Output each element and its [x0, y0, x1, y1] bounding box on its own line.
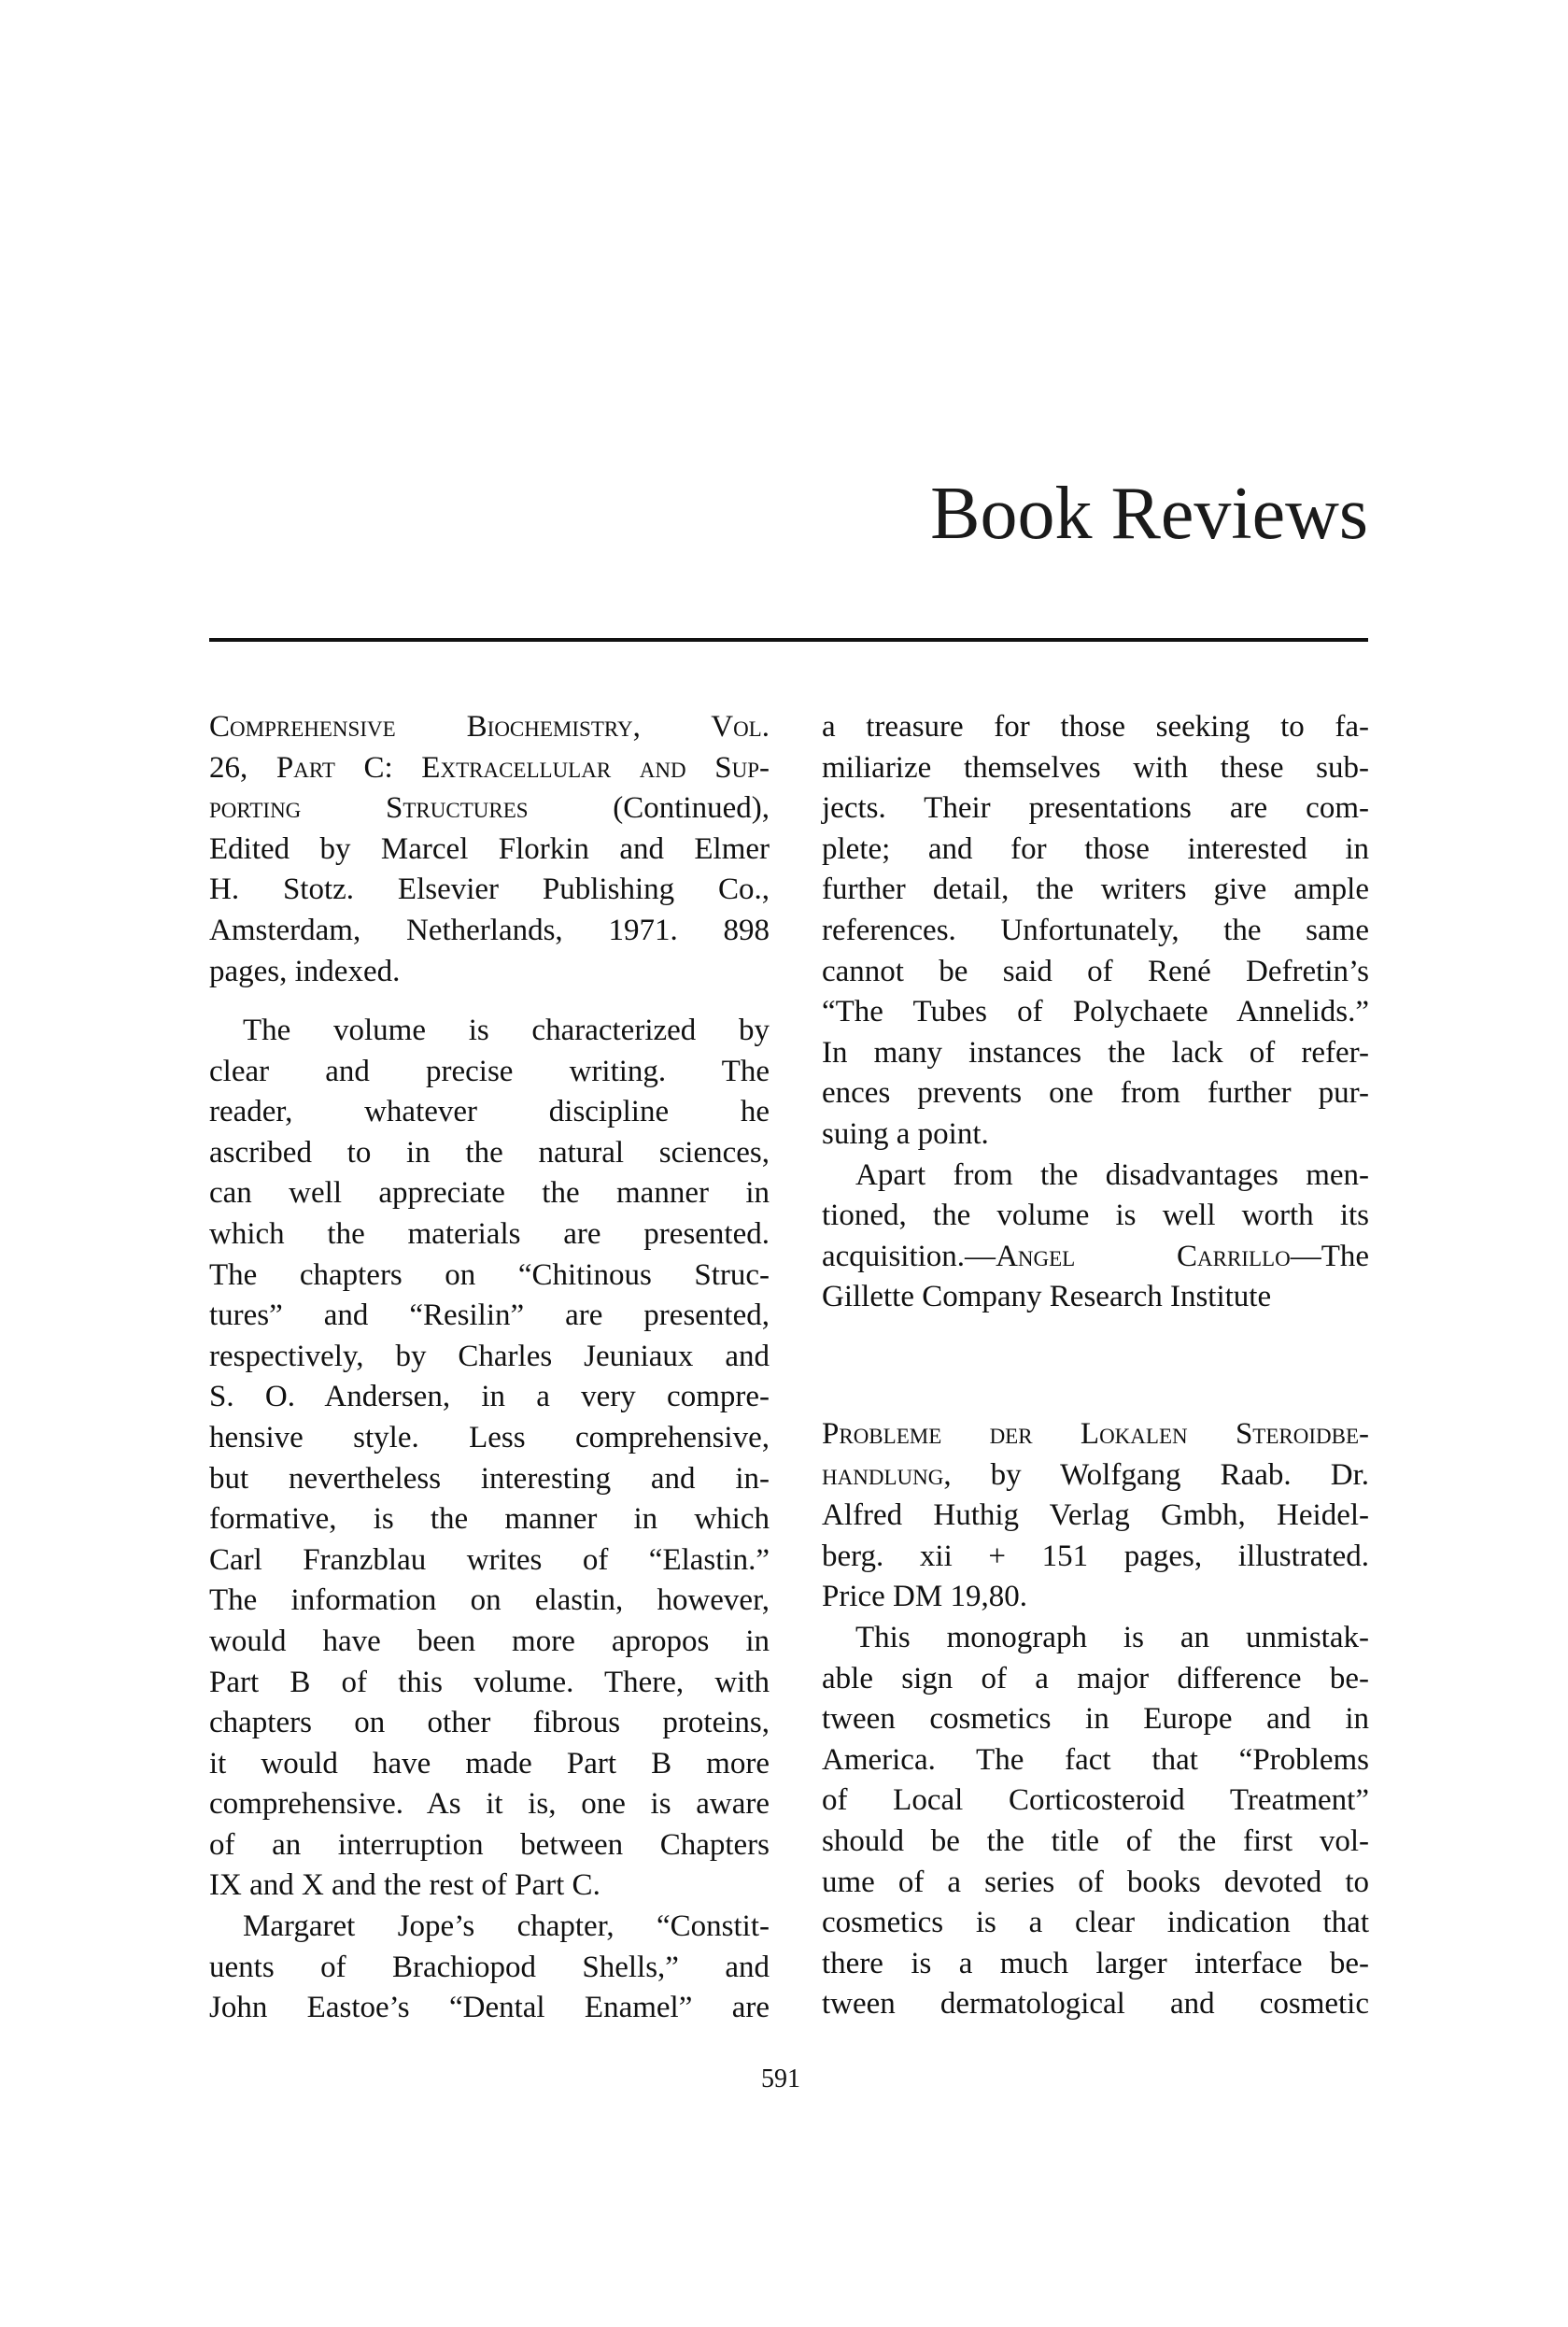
text-line	[822, 992, 1369, 1033]
text-segment: The information on elastin, however,	[209, 1583, 770, 1618]
text-segment: Edited by Marcel Florkin and Elmer	[209, 831, 770, 866]
text-line	[822, 1822, 1369, 1863]
text-segment: reader, whatever discipline he	[209, 1095, 770, 1129]
page-title: Book Reviews	[930, 473, 1368, 555]
text-segment: IX and X and the rest of Part C.	[209, 1868, 600, 1903]
text-segment: references. Unfortunately, the same	[822, 913, 1369, 947]
text-segment: suing a point.	[822, 1116, 989, 1151]
text-segment: “The Tubes of Polychaete Annelids.”	[822, 995, 1369, 1029]
text-segment: ascribed to in the natural sciences,	[209, 1135, 770, 1170]
page-number: 591	[761, 2065, 800, 2093]
paragraph	[822, 707, 1369, 1156]
paragraph	[822, 1156, 1369, 1318]
review1-body-right	[822, 707, 1369, 1318]
text-line	[822, 1863, 1369, 1904]
text-segment: tween cosmetics in Europe and in	[822, 1702, 1369, 1737]
text-line	[822, 1903, 1369, 1944]
text-line	[209, 1784, 770, 1825]
text-line	[209, 1133, 770, 1174]
text-segment: formative, is the manner in which	[209, 1502, 770, 1537]
text-segment: respectively, by Charles Jeuniaux and	[209, 1339, 770, 1373]
text-line	[822, 1577, 1369, 1618]
text-segment: chapters on other fibrous proteins,	[209, 1706, 770, 1740]
review1-body-left	[209, 1011, 770, 2029]
text-line	[209, 707, 770, 748]
text-segment: Part B of this volume. There, with	[209, 1665, 770, 1699]
text-segment: jects. Their presentations are com-	[822, 791, 1369, 826]
text-line	[822, 830, 1369, 871]
review2	[822, 1414, 1369, 2025]
text-line	[209, 830, 770, 871]
text-line	[209, 1377, 770, 1418]
text-line	[209, 1622, 770, 1663]
text-line	[209, 1663, 770, 1704]
text-segment: Margaret Jope’s chapter, “Constit-	[243, 1909, 770, 1944]
text-segment: This monograph is an unmistak-	[855, 1620, 1369, 1654]
small-caps-segment: Comprehensive Biochemistry, Vol.	[209, 710, 770, 744]
text-line	[822, 1496, 1369, 1537]
text-line	[209, 1581, 770, 1622]
text-line	[209, 1948, 770, 1989]
paragraph	[209, 1907, 770, 2029]
text-segment: The chapters on “Chitinous Struc-	[209, 1257, 770, 1292]
text-segment: tween dermatological and cosmetic	[822, 1987, 1369, 2022]
text-segment: uents of Brachiopod Shells,” and	[209, 1950, 770, 1984]
text-line	[822, 1944, 1369, 1985]
paragraph	[209, 1011, 770, 1907]
text-line	[209, 1907, 770, 1948]
text-line	[822, 1277, 1369, 1318]
text-line	[209, 1092, 770, 1133]
title-rule	[209, 638, 1368, 642]
text-segment: S. O. Andersen, in a very compre-	[209, 1380, 770, 1414]
text-line	[209, 788, 770, 830]
text-segment: Price DM 19,80.	[822, 1580, 1027, 1614]
text-segment: pages, indexed.	[209, 954, 401, 988]
text-segment: America. The fact that “Problems	[822, 1742, 1369, 1777]
text-line	[209, 1256, 770, 1297]
text-line	[822, 1984, 1369, 2025]
text-line	[822, 1659, 1369, 1700]
text-line	[209, 1052, 770, 1093]
text-segment: Carl Franzblau writes of “Elastin.”	[209, 1542, 770, 1577]
text-segment: there is a much larger interface be-	[822, 1946, 1369, 1980]
text-line	[209, 1744, 770, 1785]
text-segment: which the materials are presented.	[209, 1216, 770, 1251]
text-segment: plete; and for those interested in	[822, 831, 1369, 866]
text-line	[209, 1825, 770, 1866]
text-segment: clear and precise writing. The	[209, 1054, 770, 1088]
text-line	[209, 1296, 770, 1337]
text-segment: a treasure for those seeking to fa-	[822, 710, 1369, 744]
text-segment: can well appreciate the manner in	[209, 1176, 770, 1211]
text-line	[822, 1740, 1369, 1781]
text-line	[822, 707, 1369, 748]
text-line	[209, 1459, 770, 1500]
text-line	[822, 748, 1369, 789]
text-segment: hensive style. Less comprehensive,	[209, 1420, 770, 1454]
text-segment: Alfred Huthig Verlag Gmbh, Heidel-	[822, 1498, 1369, 1533]
text-segment: ences prevents one from further pur-	[822, 1076, 1369, 1111]
text-line	[209, 870, 770, 911]
text-segment: berg. xii + 151 pages, illustrated.	[822, 1539, 1369, 1573]
review1-heading	[209, 707, 770, 992]
review2-heading	[822, 1414, 1369, 1618]
text-line	[822, 1781, 1369, 1822]
text-segment: The volume is characterized by	[243, 1014, 770, 1047]
small-caps-segment: Probleme der Lokalen Steroidbe-	[822, 1417, 1369, 1451]
text-line	[822, 1618, 1369, 1659]
text-line	[209, 1337, 770, 1378]
text-line	[822, 1073, 1369, 1114]
text-segment: acquisition.—	[822, 1239, 996, 1273]
text-line	[822, 952, 1369, 993]
text-segment: able sign of a major difference be-	[822, 1661, 1369, 1696]
text-segment: Apart from the disadvantages men-	[855, 1157, 1369, 1192]
text-line	[822, 1033, 1369, 1074]
small-caps-segment: porting Structures	[209, 791, 529, 826]
text-line	[822, 1237, 1369, 1278]
text-line	[822, 1455, 1369, 1497]
text-segment: 26,	[209, 750, 276, 785]
text-segment: of an interruption between Chapters	[209, 1827, 770, 1862]
text-line	[209, 1011, 770, 1052]
small-caps-segment: handlung	[822, 1457, 944, 1492]
text-line	[822, 788, 1369, 830]
text-line	[209, 952, 770, 993]
text-line	[822, 911, 1369, 952]
text-line	[822, 870, 1369, 911]
text-line	[822, 1699, 1369, 1740]
text-line	[209, 1499, 770, 1540]
text-line	[209, 1173, 770, 1214]
text-segment: —The	[1290, 1239, 1369, 1273]
text-line	[822, 1537, 1369, 1578]
small-caps-segment: Angel Carrillo	[996, 1239, 1291, 1273]
text-segment: of Local Corticosteroid Treatment”	[822, 1783, 1369, 1818]
text-line	[209, 1703, 770, 1744]
text-line	[209, 911, 770, 952]
text-line	[209, 748, 770, 789]
text-segment: Amsterdam, Netherlands, 1971. 898	[209, 913, 770, 947]
text-segment: tioned, the volume is well worth its	[822, 1199, 1369, 1233]
text-segment: miliarize themselves with these sub-	[822, 750, 1369, 785]
text-segment: H. Stotz. Elsevier Publishing Co.,	[209, 873, 770, 907]
text-segment: would have been more apropos in	[209, 1624, 770, 1658]
text-segment: cannot be said of René Defretin’s	[822, 954, 1369, 988]
text-line	[822, 1196, 1369, 1237]
text-segment: should be the title of the first vol-	[822, 1823, 1369, 1858]
text-line	[209, 1214, 770, 1256]
text-segment: further detail, the writers give ample	[822, 873, 1369, 907]
text-segment: John Eastoe’s “Dental Enamel” are	[209, 1991, 770, 2025]
text-line	[209, 1540, 770, 1582]
text-line	[822, 1156, 1369, 1197]
text-segment: (Continued),	[528, 791, 770, 826]
paragraph	[822, 1618, 1369, 2025]
text-segment: cosmetics is a clear indication that	[822, 1906, 1369, 1940]
text-segment: ume of a series of books devoted to	[822, 1865, 1369, 1899]
text-line	[209, 1418, 770, 1459]
text-line	[209, 1988, 770, 2029]
text-segment: it would have made Part B more	[209, 1746, 770, 1781]
text-segment: , by Wolfgang Raab. Dr.	[943, 1457, 1369, 1492]
small-caps-segment: Part C: Extracellular and Sup-	[275, 750, 770, 785]
text-segment: In many instances the lack of refer-	[822, 1035, 1369, 1070]
review2-body	[822, 1618, 1369, 2025]
text-line	[822, 1414, 1369, 1455]
text-segment: comprehensive. As it is, one is aware	[209, 1787, 770, 1822]
text-line	[209, 1866, 770, 1907]
text-segment: Gillette Company Research Institute	[822, 1280, 1272, 1314]
text-segment: tures” and “Resilin” are presented,	[209, 1298, 770, 1333]
text-line	[822, 1114, 1369, 1156]
text-segment: but nevertheless interesting and in-	[209, 1461, 770, 1496]
